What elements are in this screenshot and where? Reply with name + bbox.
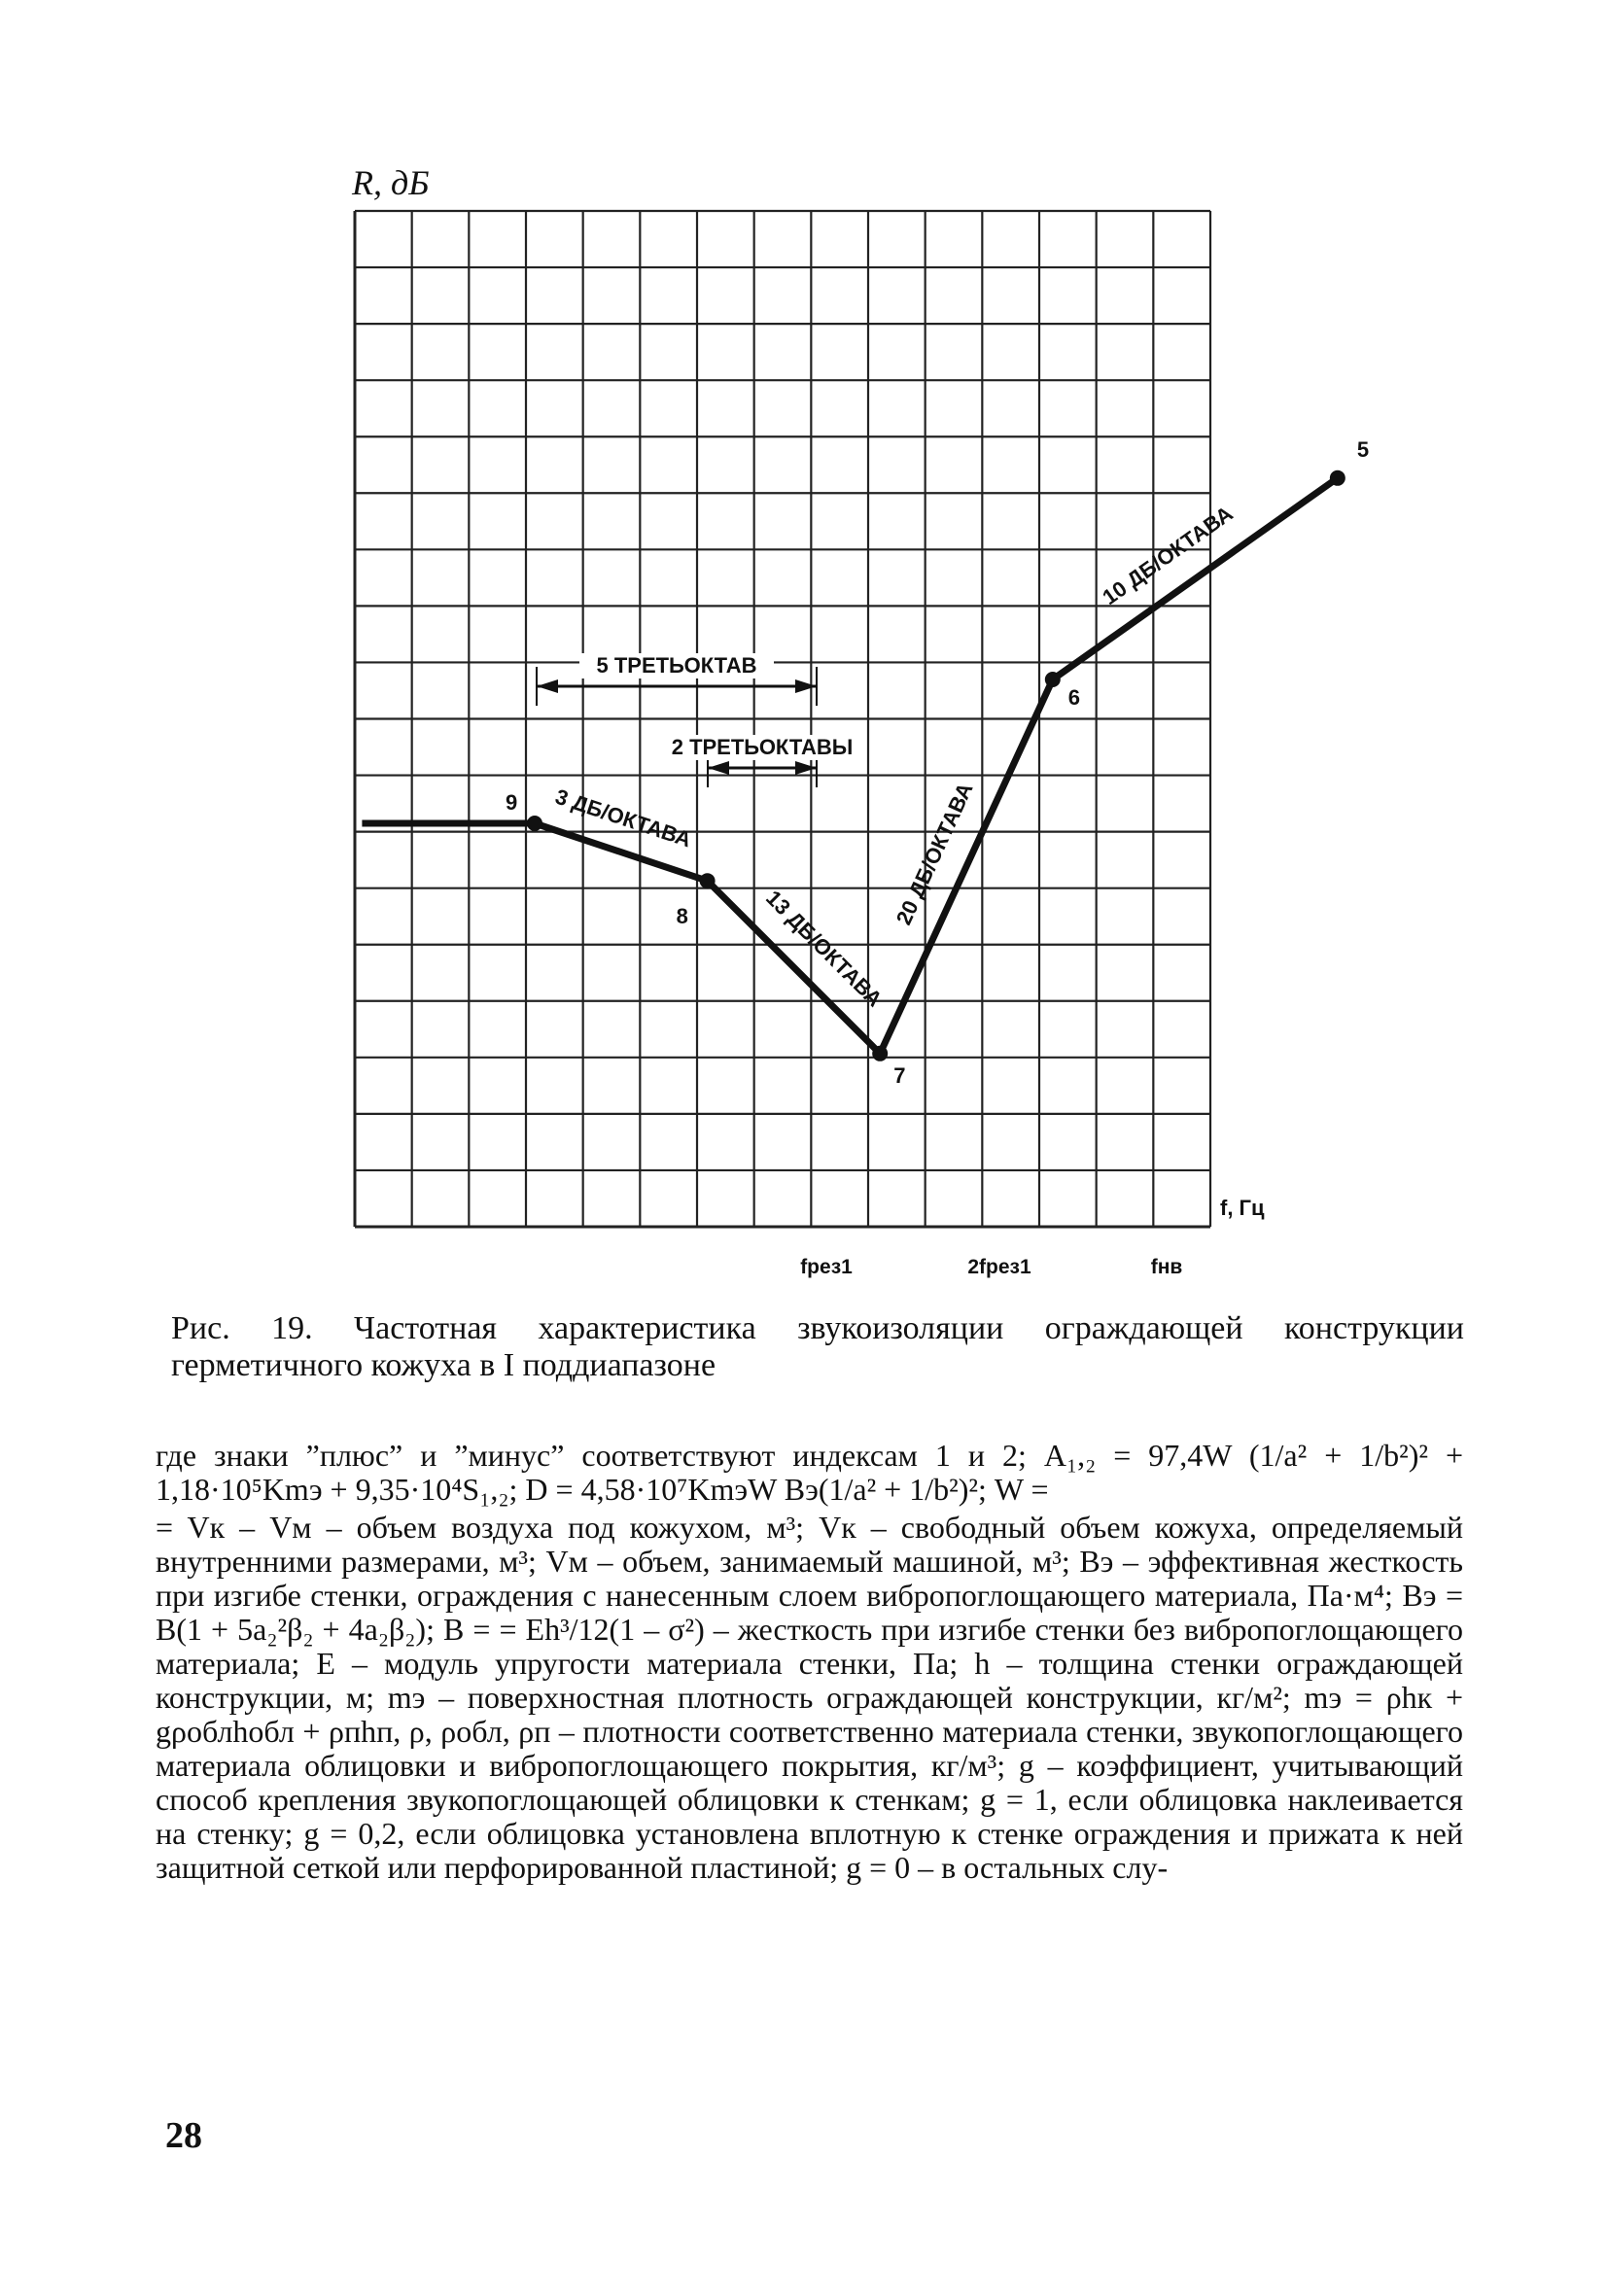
slope-label-13db: 13 ДБ/ОКТАВА — [761, 886, 888, 1012]
point-label-6: 6 — [1067, 685, 1081, 710]
definitions-paragraph: = Vк – Vм – объем воздуха под кожухом, м³; Vк – свободный объем кожуха, определяемый внутренними размерами, м³; Vм – объем, занимаемый машиной, м³; Bэ – эффективная жесткость при изгибе стенки, ограждения с нанесенным слоем вибропоглощающего материала, Па·м⁴; Bэ = B(1 + 5a₂²β₂ + 4a₂β₂); B = = Eh³/12(1 – σ²) – жесткость при изгибе стенки без вибропоглощающего материала; E – модуль упругости материала стенки, Па; h – толщина стенки ограждающей конструкции, м; mэ – поверхностная плотность ограждающей конструкции, кг/м²; mэ = ρhк + gρоблhобл + ρпhп, ρ, ρобл, ρп – плотности соответственно материала стенки, звукопоглощающего материала облицовки и вибропоглощающего покрытия, кг/м³; g – коэффициент, учитывающий способ крепления звукопоглощающей облицовки к стенкам; g = 1, если облицовка наклеивается на стенку; g = 0,2, если облицовка установлена вплотную к стенке ограждения и прижата к ней защитной сеткой или перфорированной пластиной; g = 0 – в остальных слу- — [156, 1510, 1463, 1885]
data-point-5 — [1330, 470, 1345, 486]
slope-label-10db: 10 ДБ/ОКТАВА — [1098, 501, 1238, 610]
dimension-2-thirds-arrow-left — [708, 761, 729, 775]
x-tick-label-0: fрез1 — [800, 1256, 853, 1278]
formula-paragraph: где знаки ”плюс” и ”минус” соответствуют индексам 1 и 2; A₁,₂ = 97,4W (1/a² + 1/b²)² + 1,18·10⁵Kmэ + 9,35·10⁴S₁,₂; D = 4,58·10⁷KmэW Bэ(1/a² + 1/b²)²; W = — [156, 1438, 1463, 1507]
data-point-6 — [1045, 672, 1061, 687]
x-tick-label-1: 2fрез1 — [967, 1256, 1031, 1278]
data-point-7 — [872, 1046, 888, 1061]
point-label-7: 7 — [893, 1062, 906, 1088]
page-number: 28 — [165, 2115, 202, 2156]
dimension-5-thirds-text: 5 ТРЕТЬОКТАВ — [596, 653, 757, 678]
chart-annotations — [537, 501, 1238, 1278]
point-label-9: 9 — [506, 790, 518, 815]
x-axis-label: f, Гц — [1220, 1196, 1265, 1220]
point-label-5: 5 — [1356, 436, 1370, 462]
chart-grid — [355, 211, 1210, 1227]
slope-label-20db: 20 ДБ/ОКТАВА — [891, 779, 978, 929]
body-text — [156, 1439, 1463, 1889]
point-label-8: 8 — [676, 904, 688, 929]
dimension-5-thirds-arrow-left — [537, 679, 558, 693]
figure-caption: Рис. 19. Частотная характеристика звукоизоляции ограждающей конструкции герметичного кожуха в I поддиапазоне — [171, 1310, 1464, 1383]
data-point-8 — [700, 873, 716, 888]
dimension-2-thirds-text: 2 ТРЕТЬОКТАВЫ — [671, 735, 854, 759]
slope-label-3db: 3 ДБ/ОКТАВА — [552, 783, 695, 852]
dimension-2-thirds-arrow-right — [795, 761, 817, 775]
data-point-9 — [527, 816, 542, 831]
dimension-5-thirds-arrow-right — [795, 679, 817, 693]
y-axis-label: R, дБ — [352, 163, 430, 202]
x-tick-label-2: fнв — [1150, 1256, 1183, 1278]
